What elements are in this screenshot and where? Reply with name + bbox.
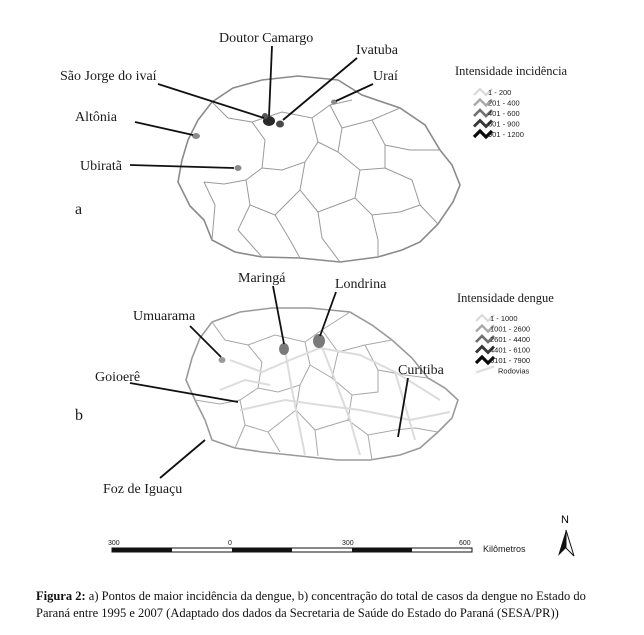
legend-a-label-4: 901 - 1200 xyxy=(488,130,524,139)
hotspot-ivatuba xyxy=(276,121,284,128)
caption-text: a) Pontos de maior incidência da dengue, b) concentração do total de casos da dengue no Estado do Paraná entre 1995 e 2007 (Adaptado dos dados da Secretaria de Saúde do Estado do Paraná (SESA/PR)) xyxy=(36,589,586,620)
panel-label-b: b xyxy=(75,407,83,424)
legend-a-label-3: 601 - 900 xyxy=(488,119,520,129)
label-urai: Uraí xyxy=(373,69,398,84)
label-ubirata: Ubiratã xyxy=(80,159,122,174)
hotspot-maringa xyxy=(279,343,289,355)
legend-title-a: Intensidade incidência xyxy=(455,64,568,78)
legend-b-label-0: 1 - 1000 xyxy=(490,314,518,323)
legend-b-label-4: 6101 - 7900 xyxy=(490,356,531,365)
legend-b-label-1: 1001 - 2600 xyxy=(490,324,531,334)
hotspot-altonia xyxy=(192,133,200,139)
label-altonia: Altônia xyxy=(75,110,117,125)
legend-a-label-0: 1 - 200 xyxy=(488,88,512,97)
label-foz-de-iguacu: Foz de Iguaçu xyxy=(103,482,183,497)
map-b xyxy=(75,271,554,497)
map-a xyxy=(60,31,568,262)
legend-b-label-3: 4401 - 6100 xyxy=(490,345,531,355)
label-ivatuba: Ivatuba xyxy=(356,43,398,58)
scale-tick-1: 0 xyxy=(228,540,232,547)
scale-tick-2: 300 xyxy=(342,540,354,547)
legend-a-label-1: 201 - 400 xyxy=(488,98,520,108)
legend-a xyxy=(455,64,568,139)
label-sao-jorge-do-ivai: São Jorge do ivaí xyxy=(60,69,157,84)
label-maringa: Maringá xyxy=(238,271,286,286)
figure-caption xyxy=(36,588,621,622)
hotspot-ubirata xyxy=(235,165,242,171)
scale-bar xyxy=(108,540,526,554)
legend-title-b: Intensidade dengue xyxy=(457,291,554,305)
label-curitiba: Curitiba xyxy=(398,363,444,378)
legend-a-label-2: 401 - 600 xyxy=(488,109,520,118)
legend-b xyxy=(457,291,554,376)
hotspot-londrina xyxy=(313,334,325,348)
label-umuarama: Umuarama xyxy=(133,309,196,324)
label-goioere: Goioerê xyxy=(95,370,141,385)
scale-tick-3: 600 xyxy=(459,540,471,547)
label-doutor-camargo: Doutor Camargo xyxy=(219,31,314,46)
caption-label: Figura 2: xyxy=(36,589,86,603)
panel-label-a: a xyxy=(75,201,83,218)
north-arrow-icon xyxy=(558,514,574,556)
scale-tick-0: 300 xyxy=(108,540,120,547)
hotspot-umuarama xyxy=(219,357,226,363)
legend-b-symbol-5 xyxy=(476,367,494,373)
legend-b-label-5: Rodovias xyxy=(498,366,530,376)
legend-b-label-2: 2601 - 4400 xyxy=(490,335,531,344)
scale-unit: Kilômetros xyxy=(483,544,526,554)
north-label: N xyxy=(561,514,569,526)
label-londrina: Londrina xyxy=(335,277,387,292)
